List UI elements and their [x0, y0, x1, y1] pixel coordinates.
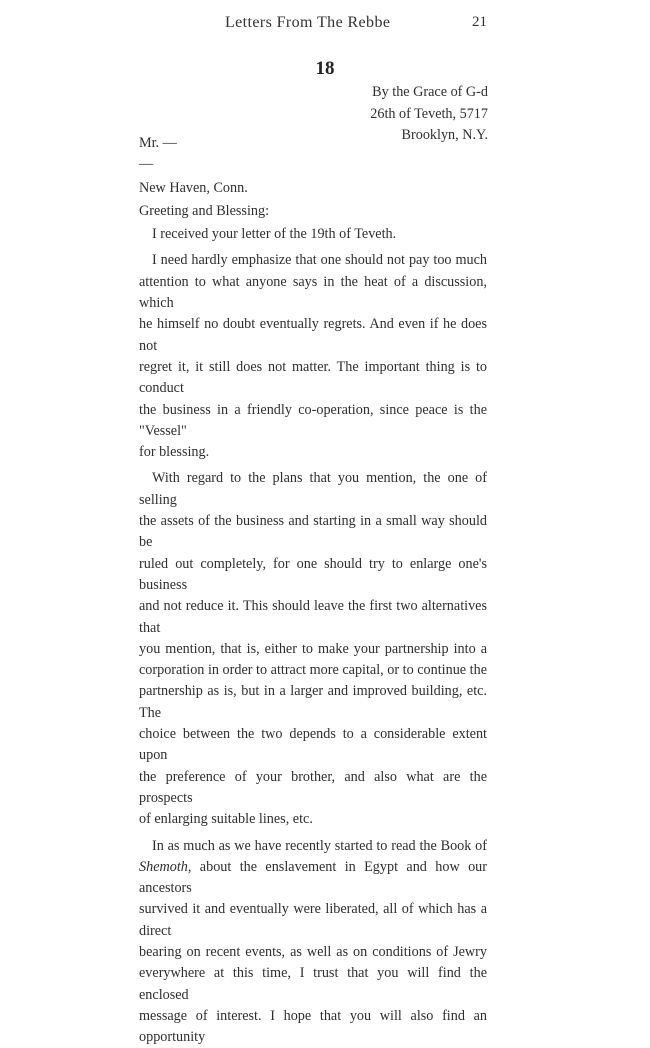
paragraph-line: bearing on recent events, as well as on conditions of Jewry [139, 942, 487, 963]
paragraph-3 [139, 468, 487, 830]
paragraph-line: ruled out completely, for one should try to enlarge one's business [139, 554, 487, 597]
paragraph-line: of enlarging suitable lines, etc. [139, 809, 487, 830]
paragraph-line: In as much as we have recently started to read the Book of [139, 836, 487, 857]
greeting: Greeting and Blessing: [139, 201, 487, 222]
page-number: 21 [472, 14, 487, 31]
letter-number: 18 [0, 58, 650, 80]
paragraph-4 [139, 836, 487, 1048]
paragraph-line: choice between the two depends to a considerable extent upon [139, 724, 487, 767]
dateline-blessing: By the Grace of G-d [370, 82, 488, 104]
paragraph-line: everywhere at this time, I trust that you will find the enclosed [139, 963, 487, 1006]
addressee-name: Mr. — [139, 133, 487, 154]
paragraph-line: With regard to the plans that you mention, the one of selling [139, 468, 487, 511]
book-title-shemoth: Shemoth [139, 859, 188, 875]
dateline-date: 26th of Teveth, 5717 [370, 104, 488, 126]
paragraph-line: message of interest. I hope that you will also find an opportunity [139, 1006, 487, 1048]
paragraph-line: the assets of the business and starting in a small way should be [139, 511, 487, 554]
addressee-city: New Haven, Conn. [139, 178, 487, 199]
paragraph-line: the preference of your brother, and also what are the prospects [139, 767, 487, 810]
paragraph-line-rest: , about the enslavement in Egypt and how our ancestors [139, 859, 487, 896]
paragraph-line: and not reduce it. This should leave the first two alternatives that [139, 596, 487, 639]
paragraph-line: survived it and eventually were liberated, all of which has a direct [139, 899, 487, 942]
paragraph-line: for blessing. [139, 442, 487, 463]
paragraph-line: corporation in order to attract more capital, or to continue the [139, 660, 487, 681]
addressee-line: — [139, 154, 487, 175]
paragraph-line: I need hardly emphasize that one should not pay too much [139, 250, 487, 271]
dateline-place: Brooklyn, N.Y. [370, 125, 488, 147]
running-head-title: Letters From The Rebbe [225, 14, 390, 32]
letter-body [139, 133, 487, 1048]
paragraph-line: regret it, it still does not matter. The important thing is to conduct [139, 357, 487, 400]
paragraph-line: you mention, that is, either to make your partnership into a [139, 639, 487, 660]
paragraph-line: the business in a friendly co-operation, since peace is the "Vessel" [139, 400, 487, 443]
paragraph-line: he himself no doubt eventually regrets. And even if he does not [139, 314, 487, 357]
paragraph-line: partnership as is, but in a larger and improved building, etc. The [139, 681, 487, 724]
paragraph-line: attention to what anyone says in the heat of a discussion, which [139, 272, 487, 315]
address-block [139, 133, 487, 199]
paragraph-line [139, 857, 487, 900]
paragraph-2 [139, 250, 487, 463]
paragraph-1 [139, 224, 487, 245]
paragraph-line: I received your letter of the 19th of Teveth. [139, 224, 487, 245]
